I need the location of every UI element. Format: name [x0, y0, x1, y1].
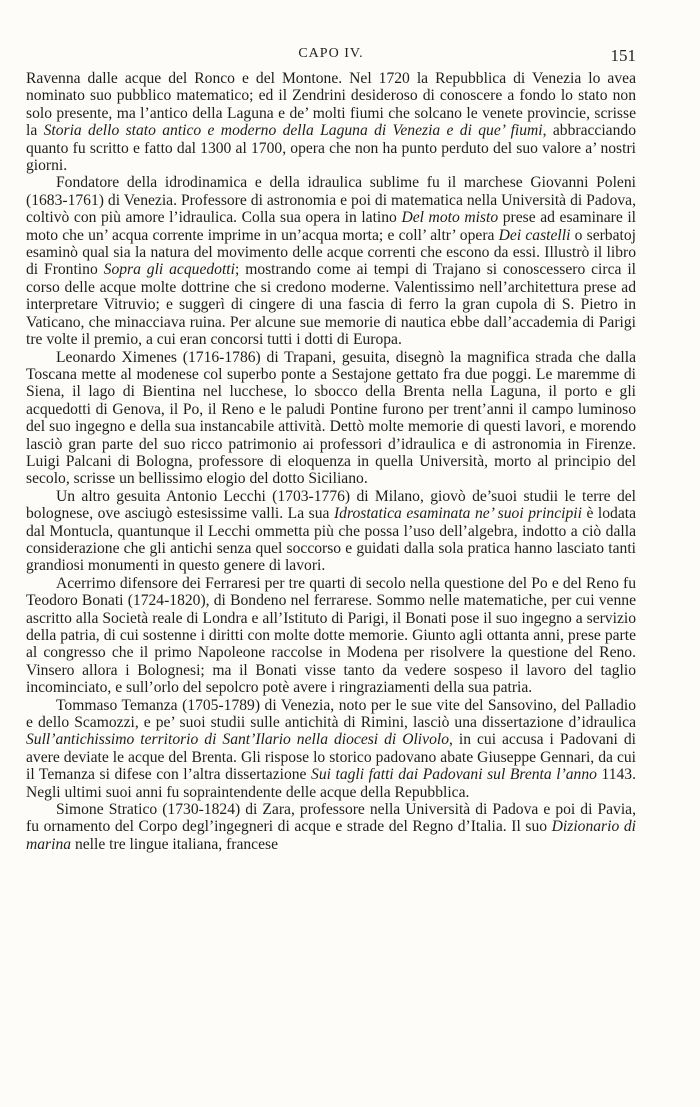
text-run: prese ad esaminare il moto che un’ acqua corrente imprime in un’acqua morta; e coll’ altr’ opera — [26, 209, 636, 244]
page-number: 151 — [610, 46, 636, 65]
text-run: ; mostrando come ai tempi di Trajano si conoscessero circa il corso delle acque molte dottrine che si credono moderne. Valentissimo nell’architettura prese ad interpretare Vitruvio; e suggerì di cingere di una fascia di ferro la gran cupola di S. Pietro in Vaticano, che minacciava ruina. Per alcune sue memorie di nautica ebbe dall’accademia di Parigi tre volte il premio, a cui eran concorsi tutti i dotti di Europa. — [26, 261, 636, 349]
text-run: 1143. Negli ultimi suoi anni fu sopraintendente delle acque della Repubblica. — [26, 766, 637, 801]
text-run: Un altro gesuita Antonio Lecchi (1703-1776) di Milano, giovò de’suoi studii le terre del bolognese, ove asciugò estesissime valli. La sua — [26, 487, 636, 523]
paragraph — [26, 349, 636, 488]
paragraph — [26, 70, 636, 174]
italic-title: Dei castelli — [498, 226, 571, 244]
text-run: Fondatore della idrodinamica e della idraulica sublime fu il marchese Giovanni Poleni (1683-1761) di Venezia. Professore di astronomia e poi di matematica nella Università di Padova, coltivò con più amore l’idraulica. Colla sua opera in latino — [26, 174, 636, 227]
text-run: Ravenna dalle acque del Ronco e del Montone. Nel 1720 la Repubblica di Venezia lo avea nominato suo pubblico matematico; ed il Zendrini desideroso di conoscere a fondo lo stato non solo presente, ma l’antico della Laguna e de’ molti fiumi che solcano le venete provincie, scrisse la — [26, 70, 636, 140]
italic-title: Sull’antichissimo territorio di Sant’Ilario nella diocesi di Olivolo — [26, 731, 449, 749]
running-title: CAPO IV. — [298, 46, 364, 61]
paragraph — [26, 697, 636, 801]
page-header — [26, 46, 636, 68]
text-run: Acerrimo difensore dei Ferraresi per tre quarti di secolo nella questione del Po e del Reno fu Teodoro Bonati (1724-1820), di Bondeno nel ferrarese. Sommo nelle matematiche, per cui venne ascritto alla Società reale di Londra e all’Istituto di Parigi, il Bonati pose il suo ingegno a servizio della patria, di cui sostenne i diritti con molte dotte memorie. Giunto agli ottanta anni, prese parte al congresso che il primo Napoleone raccolse in Modena per risolvere la questione del Reno. Vinsero allora i Bolognesi; ma il Bonati visse tanto da vedere sospeso il lavoro del taglio incominciato, e sull’orlo del sepolcro potè avere i ringraziamenti della sua patria. — [26, 574, 636, 697]
text-run: nelle tre lingue italiana, francese — [71, 835, 279, 853]
italic-title: Dizionario di marina — [26, 818, 636, 853]
text-run: Leonardo Ximenes (1716-1786) di Trapani, gesuita, disegnò la magnifica strada che dalla Toscana mette al modenese col superbo ponte a Sestajone gettato fra due poggi. Le maremme di Siena, il lago di Bientina nel lucchese, lo sbocco della Brenta nella Laguna, il porto e gli acquedotti di Genova, il Po, il Reno e le paludi Pontine furono per trent’anni il campo luminoso del suo ingegno e della sua instancabile attività. Dettò molte memorie di questi lavori, e morendo lasciò gran parte del suo ricco patrimonio ai professori d’idraulica e di astronomia in Firenze. Luigi Palcani di Bologna, professore di eloquenza in quella Università, morto al principio del secolo, scrisse un bellissimo elogio del dotto Siciliano. — [26, 348, 636, 488]
paragraph — [26, 174, 636, 348]
text-run: o serbatoj esaminò qual sia la natura del movimento delle acque correnti che escono da essi. Illustrò il libro di Frontino — [26, 226, 636, 279]
italic-title: Idrostatica esaminata ne’ suoi principii — [333, 505, 582, 523]
italic-title: Sui tagli fatti dai Padovani sul Brenta l’anno — [311, 766, 597, 784]
italic-title: Storia dello stato antico e moderno della Laguna di Venezia e di que’ fiumi — [43, 122, 543, 140]
text-run: è lodata dal Montucla, quantunque il Lecchi ommetta più che possa l’uso dell’algebra, indotto a ciò dalla considerazione che gli antichi senza quel soccorso e guidati dalla sola pratica hanno lasciato tanti grandiosi monumenti in questo genere di lavori. — [26, 505, 636, 575]
text-run: Tommaso Temanza (1705-1789) di Venezia, noto per le sue vite del Sansovino, del Palladio e dello Scamozzi, e pe’ suoi studii sulle antichità di Rimini, lasciò una dissertazione d’idraulica — [26, 696, 636, 732]
paragraph — [26, 488, 636, 575]
text-run: Simone Stratico (1730-1824) di Zara, professore nella Università di Padova e poi di Pavia, fu ornamento del Corpo degl’ingegneri di acque e strade del Regno d’Italia. Il suo — [26, 801, 636, 836]
italic-title: Sopra gli acquedotti — [103, 261, 235, 279]
body-text — [26, 70, 636, 853]
text-run: , in cui accusa i Padovani di avere deviate le acque del Brenta. Gli rispose lo storico padovano abate Giuseppe Gennari, da cui il Temanza si difese con l’altra dissertazione — [26, 731, 636, 784]
paragraph — [26, 575, 636, 697]
text-run: , abbracciando quanto fu scritto e fatto dal 1300 al 1700, opera che non ha punto perduto del suo valore a’ nostri giorni. — [26, 122, 636, 175]
italic-title: Del moto misto — [401, 209, 499, 227]
paragraph — [26, 801, 636, 853]
